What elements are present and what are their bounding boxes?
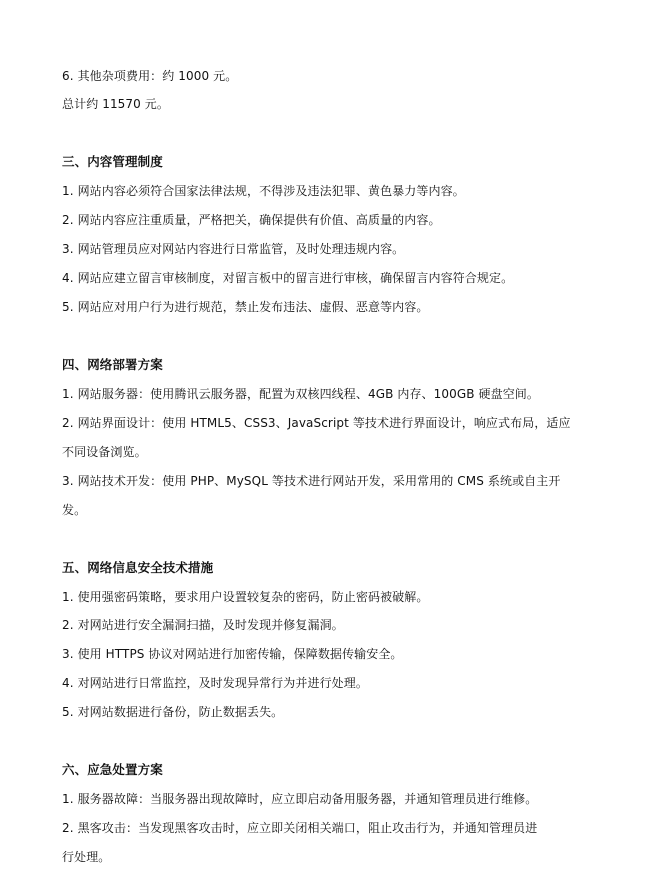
section-6-title: 六、应急处置方案 [62, 762, 163, 777]
section-3-item-5: 5. 网站应对用户行为进行规范，禁止发布违法、虚假、恶意等内容。 [62, 300, 429, 314]
section-4-title: 四、网络部署方案 [62, 357, 163, 372]
section-3-title: 三、内容管理制度 [62, 154, 163, 169]
section-5-item-2: 2. 对网站进行安全漏洞扫描，及时发现并修复漏洞。 [62, 618, 344, 632]
section-6-item-2-line-2: 行处理。 [62, 850, 111, 864]
cost-total: 总计约 11570 元。 [62, 97, 170, 111]
section-6-item-1: 1. 服务器故障：当服务器出现故障时，应立即启动备用服务器，并通知管理员进行维修。 [62, 792, 538, 806]
section-3-item-3: 3. 网站管理员应对网站内容进行日常监管，及时处理违规内容。 [62, 242, 405, 256]
section-5-item-3: 3. 使用 HTTPS 协议对网站进行加密传输，保障数据传输安全。 [62, 647, 403, 661]
section-4-item-2-line-1: 2. 网站界面设计：使用 HTML5、CSS3、JavaScript 等技术进行界面设计，响应式布局，适应 [62, 416, 571, 430]
section-5-item-5: 5. 对网站数据进行备份，防止数据丢失。 [62, 705, 284, 719]
section-4-item-2-line-2: 不同设备浏览。 [62, 445, 147, 459]
cost-item-6: 6. 其他杂项费用：约 1000 元。 [62, 69, 238, 83]
section-5-item-1: 1. 使用强密码策略，要求用户设置较复杂的密码，防止密码被破解。 [62, 590, 429, 604]
section-5-title: 五、网络信息安全技术措施 [62, 560, 214, 575]
section-3-item-1: 1. 网站内容必须符合国家法律法规，不得涉及违法犯罪、黄色暴力等内容。 [62, 184, 465, 198]
section-4-item-3-line-2: 发。 [62, 503, 87, 517]
section-4-item-1: 1. 网站服务器：使用腾讯云服务器，配置为双核四线程、4GB 内存、100GB 硬盘空间。 [62, 387, 539, 401]
section-3-item-2: 2. 网站内容应注重质量，严格把关，确保提供有价值、高质量的内容。 [62, 213, 441, 227]
section-4-item-3-line-1: 3. 网站技术开发：使用 PHP、MySQL 等技术进行网站开发，采用常用的 CMS 系统或自主开 [62, 474, 561, 488]
section-3-item-4: 4. 网站应建立留言审核制度，对留言板中的留言进行审核，确保留言内容符合规定。 [62, 271, 514, 285]
section-5-item-4: 4. 对网站进行日常监控，及时发现异常行为并进行处理。 [62, 676, 368, 690]
section-6-item-2-line-1: 2. 黑客攻击：当发现黑客攻击时，应立即关闭相关端口，阻止攻击行为，并通知管理员进 [62, 821, 538, 835]
